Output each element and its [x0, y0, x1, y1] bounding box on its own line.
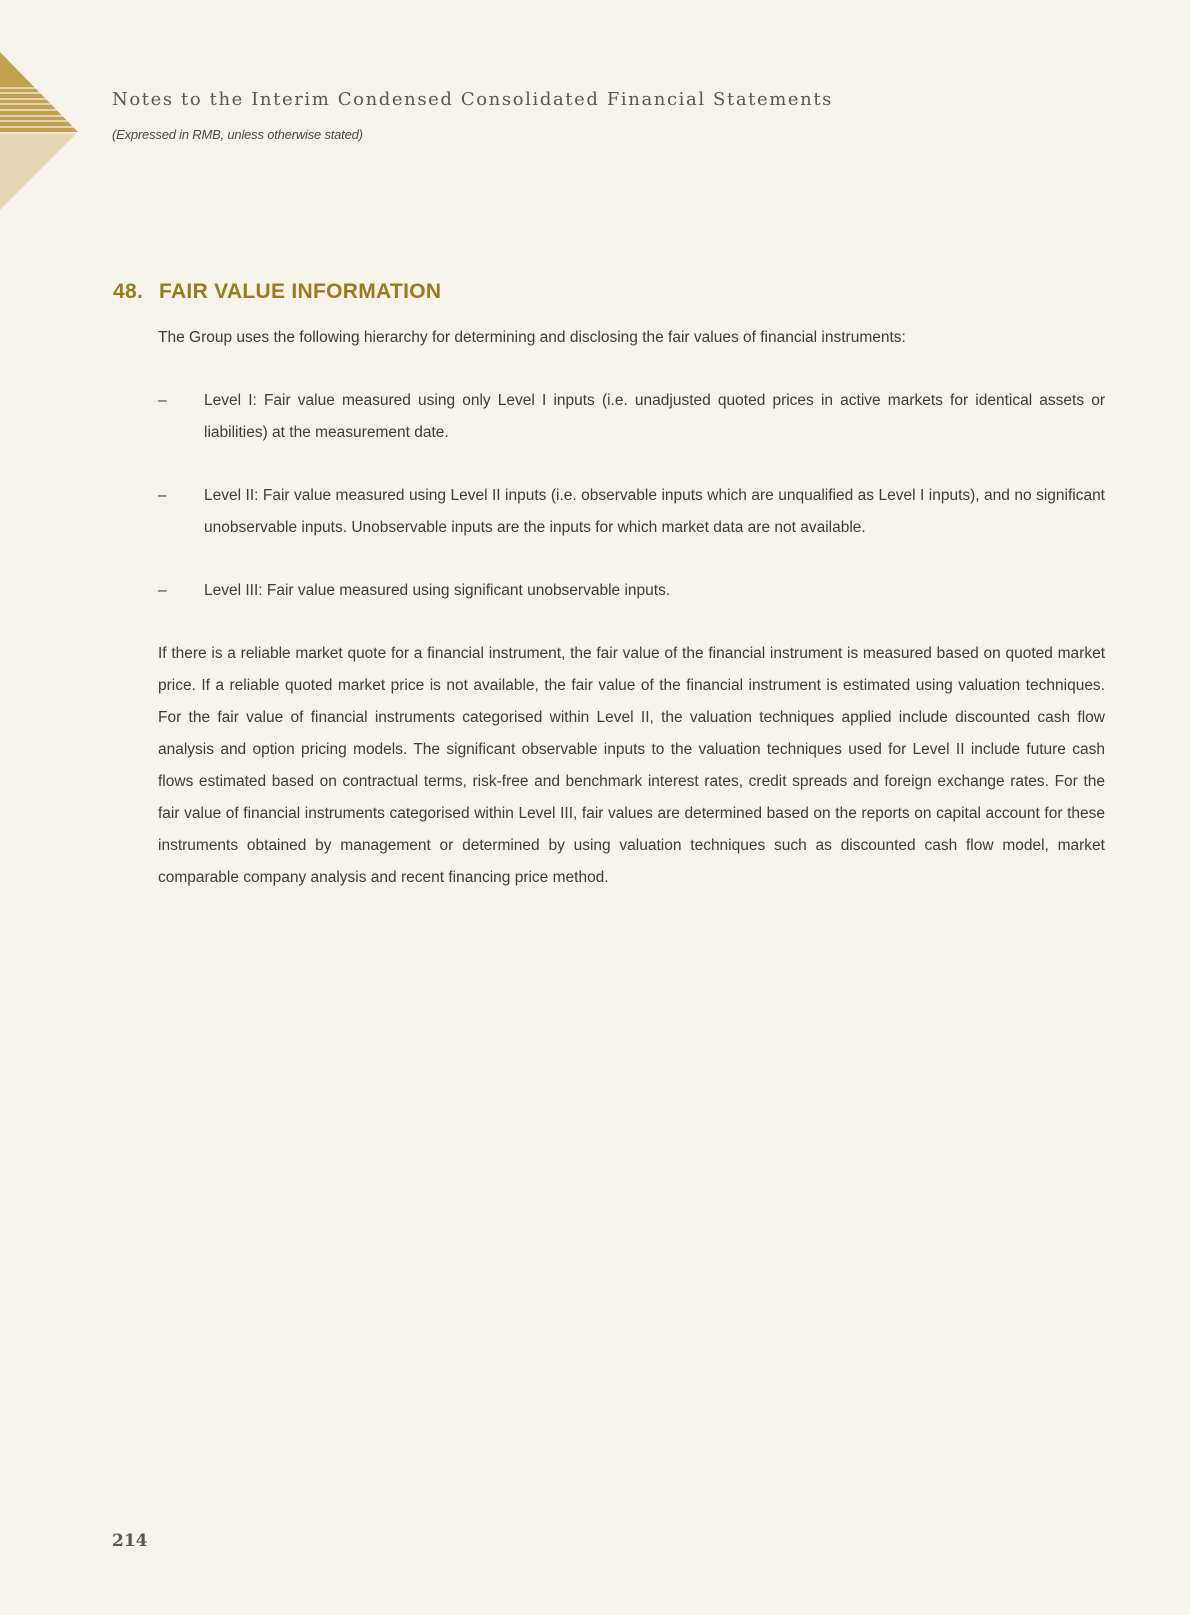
bullet-dash: – — [158, 582, 167, 599]
running-header-title: Notes to the Interim Condensed Consolidated Financial Statements — [112, 89, 834, 110]
list-item-text: Level II: Fair value measured using Level II inputs (i.e. observable inputs which are unqualified as Level I inputs), and no significant unobservable inputs. Unobservable inputs are the inputs for which market data are not available. — [204, 487, 1105, 536]
corner-decoration — [0, 0, 80, 215]
body-paragraph: If there is a reliable market quote for a financial instrument, the fair value of the financial instrument is measured based on quoted market price. If a reliable quoted market price is not available, the fair value of the financial instrument is estimated using valuation techniques. For the fair value of financial instruments categorised within Level II, the valuation techniques applied include discounted cash flow analysis and option pricing models. The significant observable inputs to the valuation techniques used for Level II include future cash flows estimated based on contractual terms, risk-free and benchmark interest rates, credit spreads and foreign exchange rates. For the fair value of financial instruments categorised within Level III, fair values are determined based on the reports on capital account for these instruments obtained by management or determined by using valuation techniques such as discounted cash flow model, market comparable company analysis and recent financing price method. — [158, 645, 1105, 886]
page-number: 214 — [112, 1531, 148, 1551]
section-number: 48. — [113, 280, 144, 303]
intro-paragraph: The Group uses the following hierarchy for determining and disclosing the fair values of financial instruments: — [158, 329, 906, 346]
section-heading — [113, 280, 441, 304]
list-item-text: Level III: Fair value measured using significant unobservable inputs. — [204, 582, 671, 599]
list-item — [158, 385, 1105, 449]
list-item — [158, 480, 1105, 544]
bullet-dash: – — [158, 487, 167, 504]
list-item — [158, 575, 1105, 607]
bullet-dash: – — [158, 392, 167, 409]
list-item-text: Level I: Fair value measured using only Level I inputs (i.e. unadjusted quoted prices in active markets for identical assets or liabilities) at the measurement date. — [204, 392, 1105, 441]
section-title: FAIR VALUE INFORMATION — [159, 280, 442, 303]
running-header-subtitle: (Expressed in RMB, unless otherwise stated) — [112, 127, 363, 142]
